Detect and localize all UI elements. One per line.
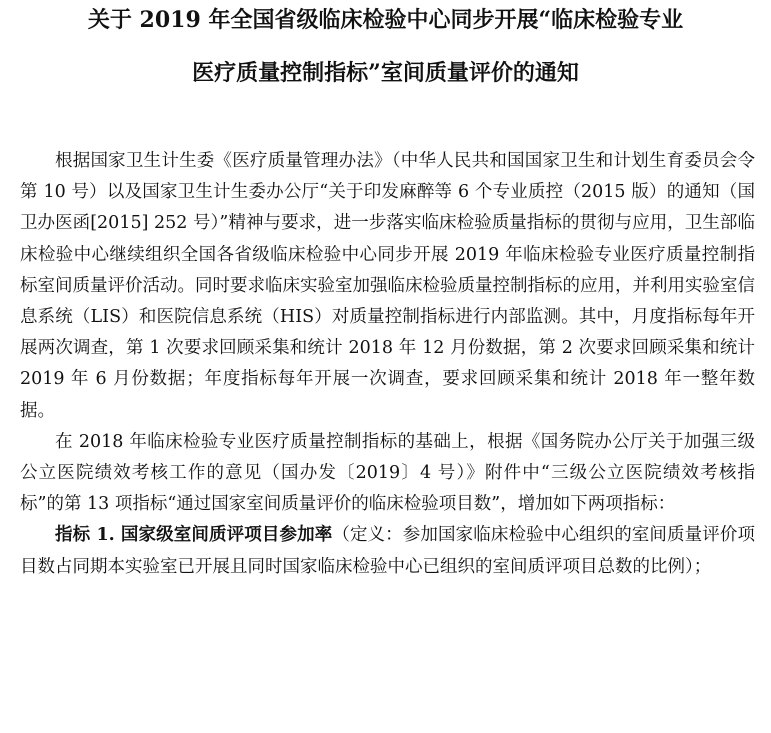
indicator-1-heading: 指标 1. 国家级室间质评项目参加率: [55, 525, 333, 546]
paragraph-background: 根据国家卫生计生委《医疗质量管理办法》（中华人民共和国国家卫生和计划生育委员会令第 10 号）以及国家卫生计生委办公厅“关于印发麻醉等 6 个专业质控（2015 版）的通知（国卫办医函[2015] 252 号）”精神与要求，进一步落实临床检验质量指标的贯彻与应用，卫生部临床检验中心继续组织全国各省级临床检验中心同步开展 2019 年临床检验专业医疗质量控制指标室间质量评价活动。同时要求临床实验室加强临床检验质量控制指标的应用，并利用实验室信息系统（LIS）和医院信息系统（HIS）对质量控制指标进行内部监测。其中，月度指标每年开展两次调查，第 1 次要求回顾采集和统计 2018 年 12 月份数据，第 2 次要求回顾采集和统计 2019 年 6 月份数据；年度指标每年开展一次调查，要求回顾采集和统计 2018 年一整年数据。: [20, 151, 755, 421]
document-title-line-2: 医疗质量控制指标”室间质量评价的通知: [192, 60, 579, 86]
paragraph-new-indicators: 在 2018 年临床检验专业医疗质量控制指标的基础上，根据《国务院办公厅关于加强三级公立医院绩效考核工作的意见（国办发〔2019〕4 号）》附件中“三级公立医院绩效考核指标”的第 13 项指标“通过国家室间质量评价的临床检验项目数”，增加如下两项指标：: [20, 431, 755, 515]
indicator-1-definition: （定义：参加国家临床检验中心组织的室间质量评价项目数占同期本实验室已开展且同时国家临床检验中心已组织的室间质评项目总数的比例）；: [20, 525, 756, 577]
document-title-line-1: 关于 2019 年全国省级临床检验中心同步开展“临床检验专业: [87, 7, 684, 33]
paragraph-indicator-1: [20, 520, 755, 582]
document-body: [20, 146, 755, 583]
